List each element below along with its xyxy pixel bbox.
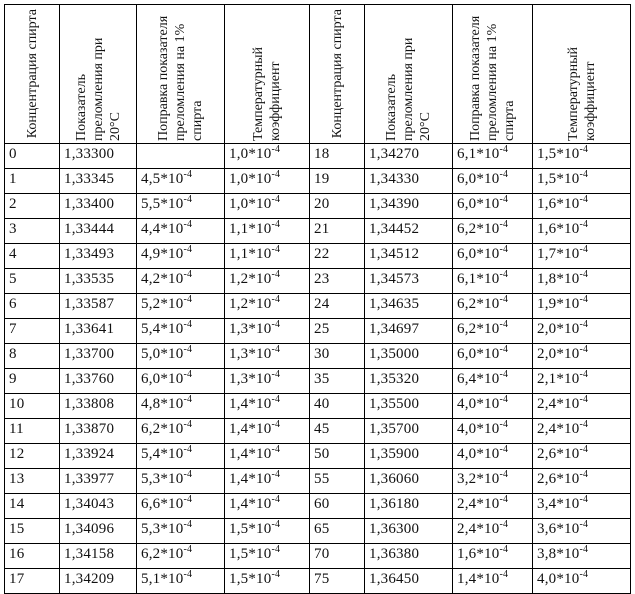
- table-cell: $2,4*10^{-4}$: [533, 419, 631, 444]
- table-row: [5, 344, 631, 369]
- table-cell: $4,4*10^{-4}$: [137, 219, 225, 244]
- table-cell: 1,33808: [60, 394, 137, 419]
- table-cell: 16: [5, 544, 60, 569]
- table-cell: 1,34209: [60, 569, 137, 594]
- table-cell: 1,36300: [365, 519, 453, 544]
- table-cell: $4,9*10^{-4}$: [137, 244, 225, 269]
- table-cell: $6,4*10^{-4}$: [453, 369, 533, 394]
- table-cell: $5,4*10^{-4}$: [137, 319, 225, 344]
- table-cell: 6: [5, 294, 60, 319]
- table-cell: 1,33400: [60, 194, 137, 219]
- table-cell: $6,0*10^{-4}$: [453, 194, 533, 219]
- table-row: [5, 169, 631, 194]
- table-cell: $1,6*10^{-4}$: [533, 194, 631, 219]
- table-cell: 1,33977: [60, 469, 137, 494]
- table-cell: $1,2*10^{-4}$: [225, 294, 310, 319]
- table-row: [5, 394, 631, 419]
- table-cell: $4,0*10^{-4}$: [453, 394, 533, 419]
- table-cell: 1,33345: [60, 169, 137, 194]
- table-row: [5, 494, 631, 519]
- table-cell: $1,6*10^{-4}$: [453, 544, 533, 569]
- table-cell: 0: [5, 144, 60, 169]
- table-cell: $3,6*10^{-4}$: [533, 519, 631, 544]
- table-cell: 23: [310, 269, 365, 294]
- column-header-label: Температурный коэффициент: [251, 47, 283, 141]
- table-cell: $1,7*10^{-4}$: [533, 244, 631, 269]
- table-cell: $6,2*10^{-4}$: [137, 419, 225, 444]
- table-cell: 1,36060: [365, 469, 453, 494]
- table-cell: 15: [5, 519, 60, 544]
- table-cell: 1,33535: [60, 269, 137, 294]
- table-cell: $1,2*10^{-4}$: [225, 269, 310, 294]
- table-cell: $6,0*10^{-4}$: [453, 344, 533, 369]
- table-cell: 1,34697: [365, 319, 453, 344]
- table-cell: $6,2*10^{-4}$: [453, 294, 533, 319]
- table-row: [5, 244, 631, 269]
- table-row: [5, 444, 631, 469]
- table-cell: 1,33760: [60, 369, 137, 394]
- table-cell: 1,35000: [365, 344, 453, 369]
- table-cell: 30: [310, 344, 365, 369]
- table-cell: $6,2*10^{-4}$: [453, 319, 533, 344]
- table-cell: 8: [5, 344, 60, 369]
- table-row: [5, 419, 631, 444]
- table-cell: $1,4*10^{-4}$: [225, 469, 310, 494]
- table-cell: 22: [310, 244, 365, 269]
- column-header-label: Поправка показателя преломления на 1% спирта: [156, 15, 205, 141]
- table-cell: 1,34096: [60, 519, 137, 544]
- table-row: [5, 269, 631, 294]
- column-header-label: Показатель преломления при 20°С: [384, 37, 433, 141]
- table-cell: 1,34573: [365, 269, 453, 294]
- table-cell: 12: [5, 444, 60, 469]
- table-cell: $1,5*10^{-4}$: [225, 569, 310, 594]
- table-cell: [137, 144, 225, 169]
- table-cell: 1,33870: [60, 419, 137, 444]
- table-cell: 14: [5, 494, 60, 519]
- table-cell: $2,1*10^{-4}$: [533, 369, 631, 394]
- table-row: [5, 219, 631, 244]
- refraction-table: [4, 4, 631, 594]
- table-cell: 1,33444: [60, 219, 137, 244]
- table-cell: $1,9*10^{-4}$: [533, 294, 631, 319]
- column-header: [60, 5, 137, 144]
- table-cell: 1,34270: [365, 144, 453, 169]
- table-row: [5, 569, 631, 594]
- table-cell: $1,0*10^{-4}$: [225, 144, 310, 169]
- table-cell: $6,2*10^{-4}$: [453, 219, 533, 244]
- column-header: [365, 5, 453, 144]
- table-cell: 35: [310, 369, 365, 394]
- table-cell: $1,4*10^{-4}$: [453, 569, 533, 594]
- table-cell: 65: [310, 519, 365, 544]
- table-cell: 1,35700: [365, 419, 453, 444]
- table-row: [5, 194, 631, 219]
- column-header-label: Показатель преломления при 20°С: [73, 37, 123, 141]
- table-cell: 1,35320: [365, 369, 453, 394]
- table-cell: $1,0*10^{-4}$: [225, 194, 310, 219]
- column-header-label: Температурный коэффициент: [565, 47, 598, 141]
- header-row: [5, 5, 631, 144]
- column-header: [310, 5, 365, 144]
- table-cell: 13: [5, 469, 60, 494]
- table-cell: $6,1*10^{-4}$: [453, 144, 533, 169]
- table-cell: $6,1*10^{-4}$: [453, 269, 533, 294]
- table-cell: 55: [310, 469, 365, 494]
- table-cell: $2,0*10^{-4}$: [533, 344, 631, 369]
- table-cell: $2,4*10^{-4}$: [453, 519, 533, 544]
- table-cell: 70: [310, 544, 365, 569]
- table-cell: 5: [5, 269, 60, 294]
- table-cell: $1,5*10^{-4}$: [225, 519, 310, 544]
- table-cell: $1,5*10^{-4}$: [533, 169, 631, 194]
- table-cell: 20: [310, 194, 365, 219]
- table-cell: $4,0*10^{-4}$: [453, 419, 533, 444]
- table-row: [5, 469, 631, 494]
- table-cell: $6,6*10^{-4}$: [137, 494, 225, 519]
- table-cell: $1,3*10^{-4}$: [225, 319, 310, 344]
- table-cell: $4,0*10^{-4}$: [453, 444, 533, 469]
- table-cell: $2,6*10^{-4}$: [533, 469, 631, 494]
- table-cell: 75: [310, 569, 365, 594]
- table-cell: $1,0*10^{-4}$: [225, 169, 310, 194]
- table-cell: $1,3*10^{-4}$: [225, 369, 310, 394]
- column-header: [5, 5, 60, 144]
- table-cell: $5,3*10^{-4}$: [137, 469, 225, 494]
- table-cell: 3: [5, 219, 60, 244]
- table-cell: $1,8*10^{-4}$: [533, 269, 631, 294]
- column-header: [453, 5, 533, 144]
- table-cell: 1,33587: [60, 294, 137, 319]
- table-cell: $6,0*10^{-4}$: [453, 244, 533, 269]
- table-cell: $5,3*10^{-4}$: [137, 519, 225, 544]
- table-cell: $2,0*10^{-4}$: [533, 319, 631, 344]
- table-cell: 60: [310, 494, 365, 519]
- table-cell: 1,35900: [365, 444, 453, 469]
- table-row: [5, 519, 631, 544]
- table-cell: $1,3*10^{-4}$: [225, 344, 310, 369]
- table-cell: $1,6*10^{-4}$: [533, 219, 631, 244]
- table-cell: 1,33300: [60, 144, 137, 169]
- column-header: [533, 5, 631, 144]
- table-cell: $1,5*10^{-4}$: [533, 144, 631, 169]
- table-cell: 17: [5, 569, 60, 594]
- table-cell: $5,5*10^{-4}$: [137, 194, 225, 219]
- table-cell: $3,8*10^{-4}$: [533, 544, 631, 569]
- table-cell: 50: [310, 444, 365, 469]
- table-cell: 1,34635: [365, 294, 453, 319]
- table-cell: $4,2*10^{-4}$: [137, 269, 225, 294]
- table-cell: $6,0*10^{-4}$: [137, 369, 225, 394]
- table-cell: $4,5*10^{-4}$: [137, 169, 225, 194]
- table-cell: $5,4*10^{-4}$: [137, 444, 225, 469]
- column-header-label: Концентрация спирта: [24, 9, 40, 139]
- table-cell: 10: [5, 394, 60, 419]
- table-cell: 1: [5, 169, 60, 194]
- table-body: [5, 144, 631, 594]
- table-cell: 1,35500: [365, 394, 453, 419]
- table-cell: 1,36180: [365, 494, 453, 519]
- table-cell: 4: [5, 244, 60, 269]
- table-cell: 1,34452: [365, 219, 453, 244]
- table-cell: 1,33924: [60, 444, 137, 469]
- table-cell: 2: [5, 194, 60, 219]
- table-cell: 1,34158: [60, 544, 137, 569]
- table-cell: $1,1*10^{-4}$: [225, 244, 310, 269]
- table-cell: 25: [310, 319, 365, 344]
- table-row: [5, 369, 631, 394]
- table-cell: $5,2*10^{-4}$: [137, 294, 225, 319]
- table-cell: 1,34043: [60, 494, 137, 519]
- table-cell: 1,34330: [365, 169, 453, 194]
- table-cell: $1,4*10^{-4}$: [225, 394, 310, 419]
- table-cell: 45: [310, 419, 365, 444]
- table-cell: 1,36450: [365, 569, 453, 594]
- table-cell: 1,33641: [60, 319, 137, 344]
- column-header-label: Концентрация спирта: [329, 9, 345, 139]
- table-cell: $1,1*10^{-4}$: [225, 219, 310, 244]
- table-cell: 1,33493: [60, 244, 137, 269]
- table-cell: 40: [310, 394, 365, 419]
- column-header-label: Поправка показателя преломления на 1% спирта: [468, 15, 517, 141]
- table-cell: $5,0*10^{-4}$: [137, 344, 225, 369]
- table-cell: $3,4*10^{-4}$: [533, 494, 631, 519]
- table-cell: 1,36380: [365, 544, 453, 569]
- table-cell: $4,8*10^{-4}$: [137, 394, 225, 419]
- table-row: [5, 319, 631, 344]
- table-cell: $2,4*10^{-4}$: [533, 394, 631, 419]
- table-cell: $1,4*10^{-4}$: [225, 494, 310, 519]
- table-cell: 1,34512: [365, 244, 453, 269]
- table-cell: 18: [310, 144, 365, 169]
- table-cell: $6,0*10^{-4}$: [453, 169, 533, 194]
- table-cell: $1,4*10^{-4}$: [225, 444, 310, 469]
- table-cell: 21: [310, 219, 365, 244]
- table-cell: 24: [310, 294, 365, 319]
- column-header: [225, 5, 310, 144]
- table-cell: $6,2*10^{-4}$: [137, 544, 225, 569]
- table-cell: $5,1*10^{-4}$: [137, 569, 225, 594]
- table-cell: 9: [5, 369, 60, 394]
- table-cell: $2,6*10^{-4}$: [533, 444, 631, 469]
- table-cell: $4,0*10^{-4}$: [533, 569, 631, 594]
- table-row: [5, 144, 631, 169]
- table-row: [5, 294, 631, 319]
- table-cell: $2,4*10^{-4}$: [453, 494, 533, 519]
- table-cell: 19: [310, 169, 365, 194]
- column-header: [137, 5, 225, 144]
- table-row: [5, 544, 631, 569]
- table-cell: 7: [5, 319, 60, 344]
- table-cell: $3,2*10^{-4}$: [453, 469, 533, 494]
- table-cell: 1,34390: [365, 194, 453, 219]
- table-cell: 1,33700: [60, 344, 137, 369]
- table-cell: $1,5*10^{-4}$: [225, 544, 310, 569]
- table-cell: 11: [5, 419, 60, 444]
- table-cell: $1,4*10^{-4}$: [225, 419, 310, 444]
